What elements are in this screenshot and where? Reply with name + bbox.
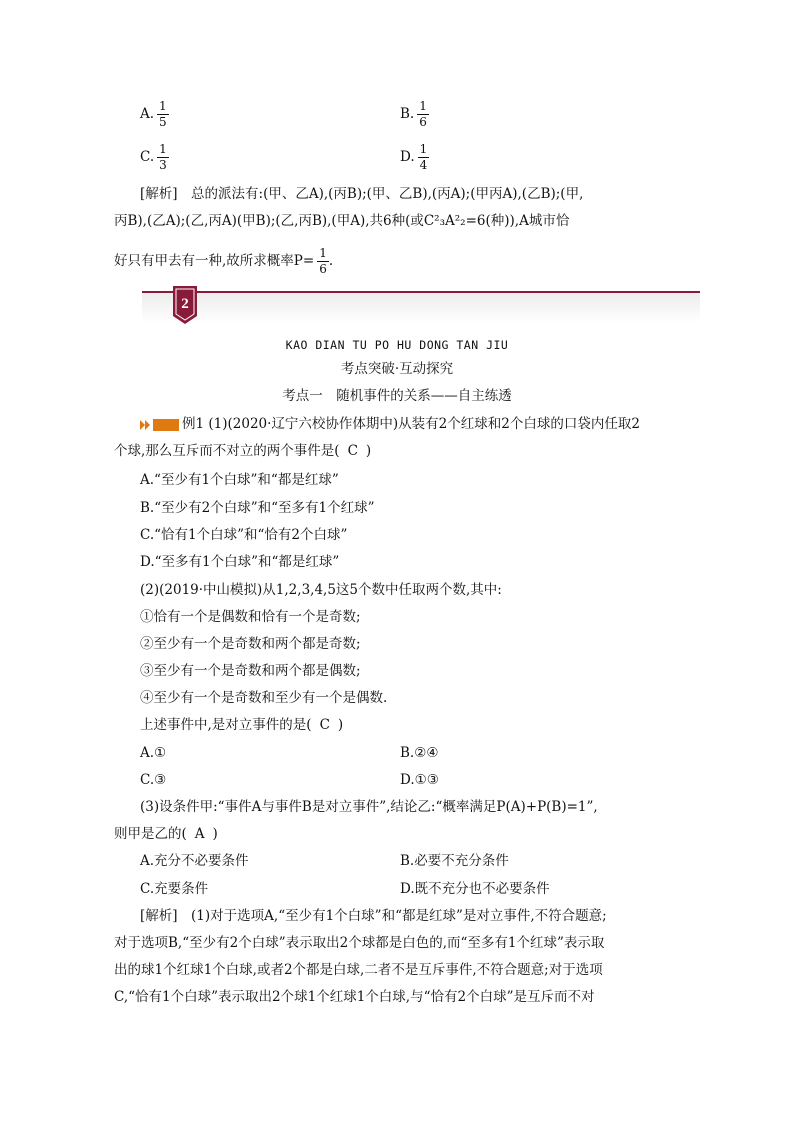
option-b: B. $\frac{1}{6}$ bbox=[400, 99, 427, 129]
q2-item: ②至少有一个是奇数和两个都是奇数; bbox=[140, 636, 361, 652]
answer: C bbox=[347, 443, 358, 459]
section-banner-shade bbox=[142, 293, 700, 323]
q1-option: A.“至少有1个白球”和“都是红球” bbox=[140, 472, 339, 488]
q3-option: C.充要条件 bbox=[140, 881, 209, 897]
q2-option: D.①③ bbox=[400, 772, 439, 788]
example-line: 例1 (1)(2020·辽宁六校协作体期中)从装有2个红球和2个白球的口袋内任取2 bbox=[140, 415, 640, 433]
q2-intro: (2)(2019·中山模拟)从1,2,3,4,5这5个数中任取两个数,其中: bbox=[140, 582, 502, 598]
option-d: D. $\frac{1}{4}$ bbox=[400, 142, 428, 172]
section-title: 考点突破·互动探究 bbox=[340, 361, 454, 377]
section-badge-number: 2 bbox=[181, 296, 189, 312]
section-banner-bar bbox=[142, 291, 700, 293]
answer: A bbox=[194, 826, 205, 842]
fraction: $\frac{1}{4}$ bbox=[419, 142, 428, 172]
analysis-line: [解析] 总的派法有:(甲、乙A),(丙B);(甲、乙B),(丙A);(甲丙A),(乙B);(甲, bbox=[140, 186, 584, 202]
q2-option: A.① bbox=[140, 745, 167, 761]
fraction: $\frac{1}{3}$ bbox=[159, 142, 167, 172]
q2-item: ①恰有一个是偶数和恰有一个是奇数; bbox=[140, 609, 361, 625]
analysis-line: 好只有甲去有一种,故所求概率P= $\frac{1}{6}$ . bbox=[114, 246, 334, 276]
q3-option: A.充分不必要条件 bbox=[140, 853, 249, 869]
probability-fraction: $\frac{1}{6}$ bbox=[319, 246, 327, 276]
q1-option: C.“恰有1个白球”和“恰有2个白球” bbox=[140, 527, 348, 543]
fraction: $\frac{1}{6}$ bbox=[419, 99, 427, 129]
q1-option: D.“至多有1个白球”和“都是红球” bbox=[140, 554, 340, 570]
q3-option: B.必要不充分条件 bbox=[400, 853, 509, 869]
section-badge-icon bbox=[173, 286, 197, 324]
q3-line: (3)设条件甲:“事件A与事件B是对立事件”,结论乙:“概率满足P(A)+P(B)=1”, bbox=[140, 799, 598, 815]
fraction: $\frac{1}{5}$ bbox=[159, 99, 167, 129]
q3-option: D.既不充分也不必要条件 bbox=[400, 881, 550, 897]
q2-option: C.③ bbox=[140, 772, 167, 788]
q3-line: 则甲是乙的( A ) bbox=[114, 826, 218, 842]
answer: C bbox=[319, 717, 330, 733]
option-a: A. $\frac{1}{5}$ bbox=[140, 99, 167, 129]
analysis-line: C,“恰有1个白球”表示取出2个球1个红球1个白球,与“恰有2个白球”是互斥而不对 bbox=[114, 989, 595, 1005]
analysis-line: [解析] (1)对于选项A,“至少有1个白球”和“都是红球”是对立事件,不符合题意; bbox=[140, 908, 607, 924]
analysis-line: 丙B),(乙A);(乙,丙A)(甲B);(乙,丙B),(甲A),共6种(或C²₃A²₂=6(种)),A城市恰 bbox=[114, 213, 570, 229]
example-marker-icon bbox=[140, 418, 180, 432]
section-pinyin: KAO DIAN TU PO HU DONG TAN JIU bbox=[285, 338, 509, 352]
q2-question: 上述事件中,是对立事件的是( C ) bbox=[140, 717, 344, 733]
q2-option: B.②④ bbox=[400, 745, 439, 761]
example-line: 个球,那么互斥而不对立的两个事件是( C ) bbox=[114, 443, 372, 459]
analysis-line: 对于选项B,“至少有2个白球”表示取出2个球都是白色的,而“至多有1个红球”表示取 bbox=[114, 935, 605, 951]
q2-item: ④至少有一个是奇数和至少有一个是偶数. bbox=[140, 690, 388, 706]
section-subtitle: 考点一 随机事件的关系——自主练透 bbox=[282, 388, 512, 404]
q2-item: ③至少有一个是奇数和两个都是偶数; bbox=[140, 663, 361, 679]
analysis-line: 出的球1个红球1个白球,或者2个都是白球,二者不是互斥事件,不符合题意;对于选项 bbox=[114, 962, 603, 978]
option-c: C. $\frac{1}{3}$ bbox=[140, 142, 167, 172]
q1-option: B.“至少有2个白球”和“至多有1个红球” bbox=[140, 500, 375, 516]
